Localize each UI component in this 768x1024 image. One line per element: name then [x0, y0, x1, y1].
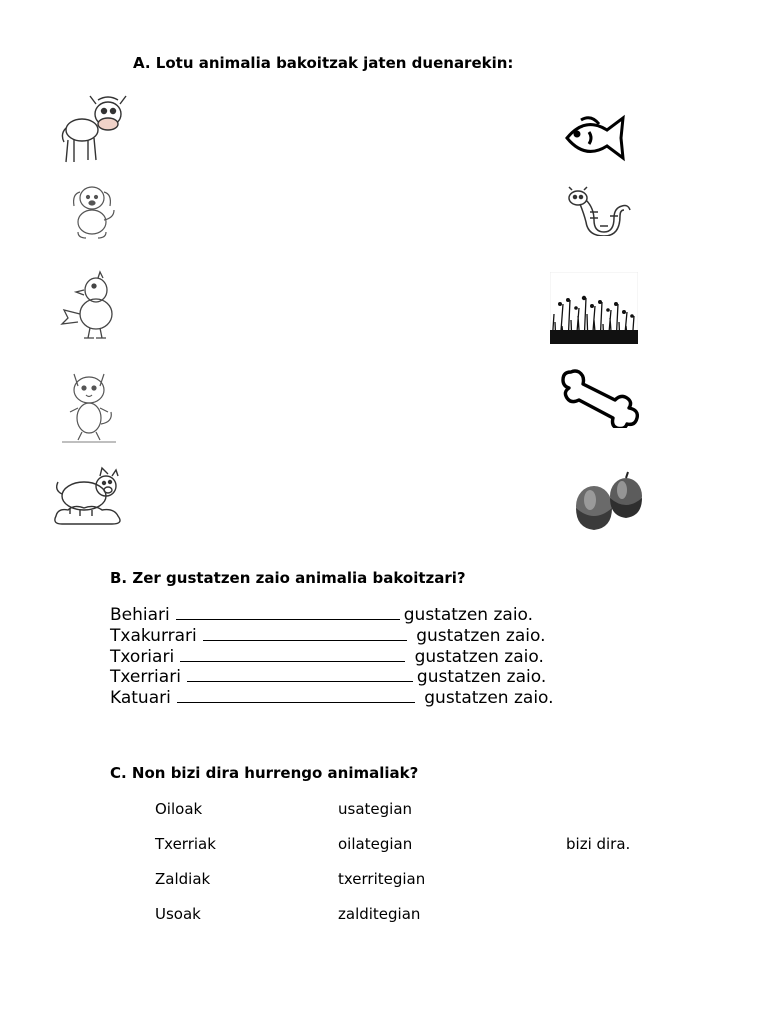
dog-picture	[64, 180, 120, 240]
answer-blank[interactable]	[177, 687, 415, 703]
fill-line-subject: Txoriari	[110, 647, 175, 667]
fill-line-ending: gustatzen zaio.	[414, 647, 544, 667]
bone-picture	[561, 366, 639, 428]
fill-line-5	[110, 687, 554, 709]
animal-txerriak: Txerriak	[155, 835, 216, 853]
cow-picture	[60, 88, 128, 166]
suffix-bizi-dira: bizi dira.	[566, 835, 631, 853]
place-txerritegian: txerritegian	[338, 870, 426, 888]
fill-line-subject: Txakurrari	[110, 626, 197, 646]
cat-picture	[60, 368, 118, 444]
worm-picture	[566, 186, 632, 236]
fill-line-1	[110, 604, 533, 626]
section-b-heading: B. Zer gustatzen zaio animalia bakoitzari?	[110, 569, 466, 587]
pig-picture	[52, 464, 126, 526]
fish-picture	[563, 112, 629, 164]
answer-blank[interactable]	[176, 604, 400, 620]
fill-line-ending: gustatzen zaio.	[424, 688, 554, 708]
fill-line-subject: Behiari	[110, 605, 170, 625]
section-c-heading: C. Non bizi dira hurrengo animaliak?	[110, 764, 419, 782]
acorns-picture	[570, 470, 648, 532]
fill-line-ending: gustatzen zaio.	[416, 667, 547, 687]
animal-oiloak: Oiloak	[155, 800, 203, 818]
fill-line-ending: gustatzen zaio.	[403, 605, 534, 625]
place-zalditegian: zalditegian	[338, 905, 421, 923]
fill-line-subject: Katuari	[110, 688, 171, 708]
fill-line-ending: gustatzen zaio.	[416, 626, 546, 646]
grass-picture	[550, 272, 638, 344]
bird-picture	[60, 270, 118, 344]
answer-blank[interactable]	[187, 666, 413, 682]
place-usategian: usategian	[338, 800, 413, 818]
answer-blank[interactable]	[180, 646, 405, 662]
fill-line-3	[110, 646, 544, 668]
animal-zaldiak: Zaldiak	[155, 870, 211, 888]
animal-usoak: Usoak	[155, 905, 201, 923]
fill-line-subject: Txerriari	[110, 667, 181, 687]
fill-line-4	[110, 666, 546, 688]
section-a-heading: A. Lotu animalia bakoitzak jaten duenarekin:	[133, 54, 514, 72]
answer-blank[interactable]	[203, 625, 407, 641]
fill-line-2	[110, 625, 546, 647]
place-oilategian: oilategian	[338, 835, 413, 853]
